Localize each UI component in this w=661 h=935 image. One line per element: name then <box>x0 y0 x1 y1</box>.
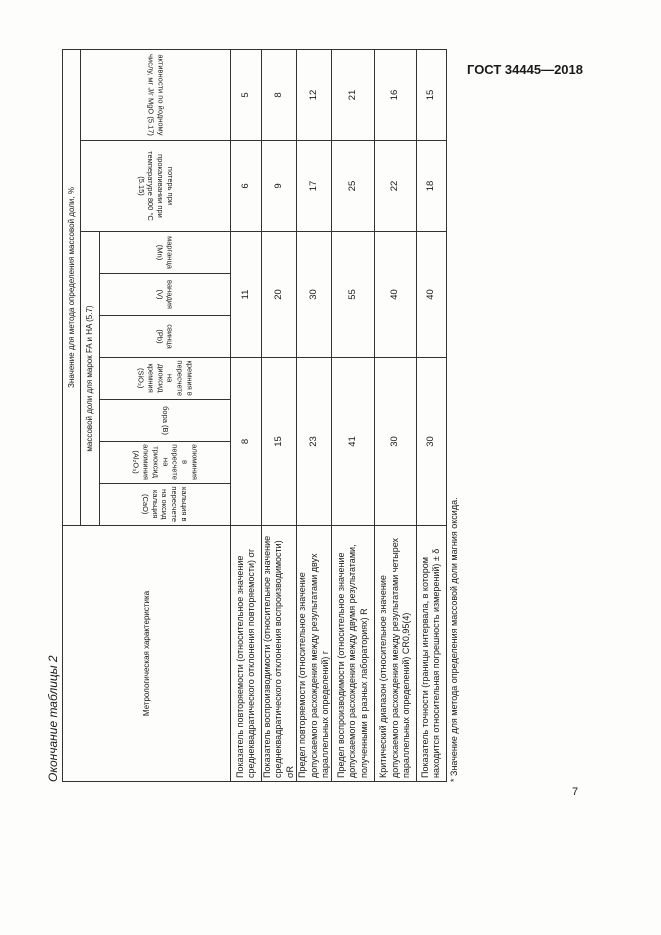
column-header-label: кремния в пересчете на диоксид кремния (SiO₂) <box>136 360 195 396</box>
table-row <box>416 49 447 781</box>
column-header <box>99 274 231 316</box>
value-text: 40 <box>389 289 401 300</box>
value-cell <box>261 49 296 140</box>
column-header-label: марганца (Mn) <box>155 236 175 269</box>
column-header <box>99 400 231 442</box>
column-header <box>99 442 231 484</box>
value-cell <box>374 358 416 526</box>
value-text: 17 <box>308 180 320 192</box>
column-header-label: ванадия (V) <box>155 279 175 309</box>
value-text: 20 <box>272 289 284 300</box>
table-caption: Окончание таблицы 2 <box>46 655 60 782</box>
value-text: 41 <box>347 436 359 447</box>
row-label-text: Показатель воспроизводимости (относительное значение среднеквадратического отклонения воспроизводимости) σR <box>262 535 295 778</box>
row-label <box>374 526 416 782</box>
value-cell <box>332 232 375 358</box>
value-cell <box>231 232 261 358</box>
value-cell <box>332 358 375 526</box>
row-label-text: Показатель повторяемости (относительное значение среднеквадратического отклонения повторяемости) σr <box>234 548 257 778</box>
value-cell <box>416 232 447 358</box>
value-text: 30 <box>425 436 437 447</box>
group-header: Значение для метода определения массовой доли, % <box>66 187 76 388</box>
value-cell <box>261 141 296 232</box>
row-label <box>332 526 375 782</box>
column-header <box>99 484 231 526</box>
value-text: 23 <box>308 436 320 447</box>
value-cell <box>297 49 332 140</box>
value-text: 15 <box>425 89 437 101</box>
value-cell <box>416 141 447 232</box>
value-text: 8 <box>272 92 284 98</box>
value-cell <box>374 232 416 358</box>
value-cell <box>297 232 332 358</box>
row-label-text: Критический диапазон (относительное значение допускаемого расхождения между результатами четырех параллельных определений) CR0,95(4) <box>378 537 411 778</box>
page-number: 7 <box>572 786 579 798</box>
value-cell <box>297 358 332 526</box>
value-text: 16 <box>389 89 401 101</box>
value-cell <box>416 358 447 526</box>
value-cell <box>332 141 375 232</box>
value-text: 30 <box>389 436 401 447</box>
value-cell <box>261 358 296 526</box>
value-cell <box>374 49 416 140</box>
subgroup-header: массовой доли для марок FA и HA (5.7) <box>84 305 94 452</box>
table-row <box>261 49 296 781</box>
value-text: 12 <box>308 89 320 101</box>
column-header <box>81 49 231 140</box>
column-header <box>99 316 231 358</box>
column-header-label: кальция в пересчете на оксид кальция (CaO) <box>141 486 190 522</box>
column-header-label: бора (B) <box>160 406 170 435</box>
table-row <box>332 49 375 781</box>
metro-header-cell <box>63 526 231 782</box>
column-header-label: алюминия в пересчете на триоксид алюминия (Al₂O₃) <box>131 444 199 480</box>
value-text: 15 <box>272 436 284 447</box>
value-cell <box>261 232 296 358</box>
value-text: 40 <box>425 289 437 300</box>
column-header <box>99 232 231 274</box>
table-row <box>374 49 416 781</box>
column-header <box>99 358 231 400</box>
value-text: 22 <box>389 180 401 192</box>
row-label <box>297 526 332 782</box>
row-label-text: Предел воспроизводимости (относительное значение допускаемого расхождения между двумя результатами, полученными в разных лабораториях) R <box>336 544 369 778</box>
value-cell <box>416 49 447 140</box>
column-header-label: потерь при прокаливании при температуре 800 °С (5.15) <box>136 151 176 221</box>
group-header-cell <box>63 49 81 525</box>
row-label <box>261 526 296 782</box>
value-text: 8 <box>240 438 252 445</box>
value-text: 30 <box>308 289 320 300</box>
column-header-label: свинца (Pb) <box>155 324 175 349</box>
rotated-content <box>46 53 580 782</box>
row-label-text: Предел повторяемости (относительное значение допускаемого расхождения между результатами двух параллельных определений) r <box>297 553 330 778</box>
table-row <box>297 49 332 781</box>
table-row <box>231 49 261 781</box>
value-cell <box>231 141 261 232</box>
row-label <box>231 526 261 782</box>
metro-header: Метрологическая характеристика <box>141 590 151 717</box>
value-cell <box>332 49 375 140</box>
value-text: 5 <box>240 92 252 98</box>
value-cell <box>231 358 261 526</box>
value-text: 11 <box>240 289 252 300</box>
value-text: 18 <box>425 180 437 192</box>
value-text: 9 <box>272 183 284 189</box>
metrology-table <box>62 49 447 782</box>
value-cell <box>374 141 416 232</box>
subgroup-header-cell <box>81 232 99 526</box>
row-label <box>416 526 447 782</box>
value-text: 55 <box>347 289 359 300</box>
value-text: 21 <box>347 89 359 101</box>
row-label-text: Показатель точности (границы интервала, в котором находится относительная погрешность измерений) ± δ <box>420 548 442 778</box>
value-text: 6 <box>240 183 252 189</box>
value-text: 25 <box>347 180 359 192</box>
value-cell <box>231 49 261 140</box>
column-header-label: активности по йодному числу, мг J/г MgO (5.17) <box>146 53 166 136</box>
value-cell <box>297 141 332 232</box>
table-footnote: * Значение для метода определения массовой доли магния оксида. <box>449 497 459 782</box>
standard-number: ГОСТ 34445—2018 <box>467 62 583 77</box>
column-header <box>81 141 231 232</box>
